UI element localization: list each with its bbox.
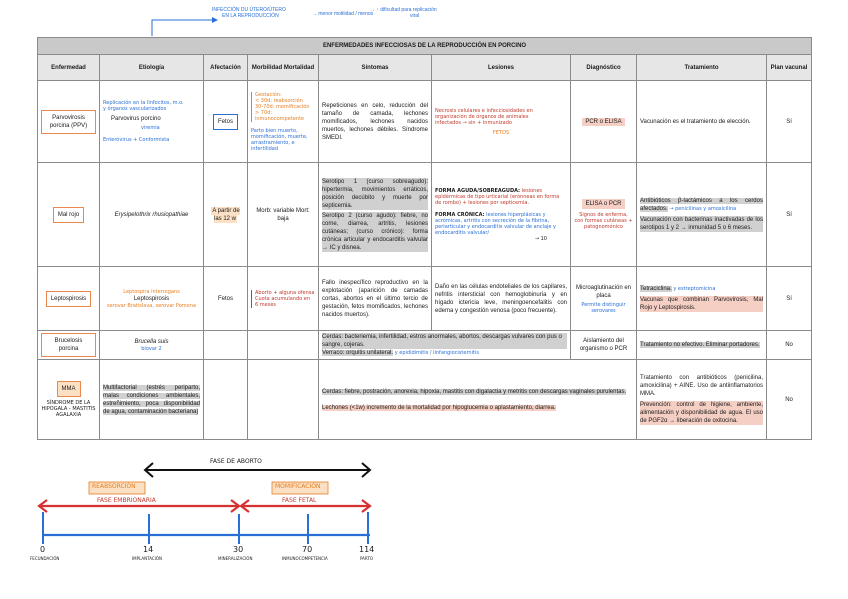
vaccine-text: No [767, 331, 812, 360]
col-header-enfermedad: Enfermedad [38, 55, 100, 81]
symptoms-text: Fallo inespecífico reproductivo en la explotación (aparición de camadas cortas, abortos en el último tercio de gestación, fetos momificados, lechones nacidos muertos). [319, 267, 432, 331]
lesions-chronic: FORMA CRÓNICA: lesiones hiperplásicas y acrómicas, artritis con secreción de la fibrina, periarticular y endocarditis valvular de anclaje y endocarditis valvular/ [435, 211, 557, 236]
tick-caption-114: PARTO [360, 556, 373, 561]
table-row-mma [38, 360, 812, 440]
col-header-plan-vacunal: Plan vacunal [767, 55, 812, 81]
etiology-note-top: Leptospira interrogans [123, 288, 180, 295]
timeline-axis [43, 512, 370, 544]
col-header-lesiones: Lesiones [432, 55, 571, 81]
tick-value-114: 114 [359, 545, 375, 554]
treatment-text: Vacunación es el tratamiento de elección. [637, 81, 767, 163]
etiology-text: Parvovirus porcino [111, 116, 161, 122]
symptoms-sows: Cerdas: bacteriemia, infertilidad, estros anormales, abortos, descargas vulvares con pus o sangre, cojeras. [322, 333, 567, 349]
affect-text: Fetos [213, 114, 238, 130]
etiology-text: Brucella suis [134, 339, 169, 345]
symptoms-serotype-2: Serotipo 2 (curso agudo): fiebre, no come, diarrea, artritis, lesiones cutáneas; (curso crónico): forma crónica articular y endocarditis valvular → IC y disnea. [322, 212, 428, 251]
diagnosis-text: Aislamiento del organismo o PCR [571, 331, 637, 360]
lesions-chronic-tail: → 10 [534, 235, 547, 242]
diagnosis-text: Microaglutinación en placa [575, 284, 632, 299]
diagnosis-note: Signos de enferma, con formas cutáneas + patognomónico [574, 212, 633, 230]
table-row-parvovirosis [38, 81, 812, 163]
disease-name: Brucelosis porcina [41, 333, 96, 357]
abortion-phase-label: FASE DE ABORTO [210, 458, 262, 465]
gestation-notes: Gestación: < 30d: reabsorción 30-70d: momificación > 70d: inmunocompetente [251, 92, 315, 122]
col-header-tratamiento: Tratamiento [637, 55, 767, 81]
treatment-text: Tratamiento no efectivo. Eliminar portadores. [640, 342, 760, 348]
col-header-morbilidad: Morbilidad Mortalidad [248, 55, 319, 81]
abortion-phase-arrow [145, 463, 370, 477]
morb-bottom-note: Parto bien muerto, momificación, muerte, arrastramiento, e infertilidad [251, 127, 308, 152]
tick-value-70: 70 [302, 545, 313, 554]
embryonic-phase-label: FASE EMBRIONARIA [97, 497, 156, 504]
etiology-viremia: viremia [141, 125, 160, 131]
table-row-leptospirosis [38, 267, 812, 331]
disease-name: Parvovirosis porcina (PPV) [41, 110, 96, 134]
top-note-left: INFECCIÓN DU ÚTERO/ÚTERO EN LA REPRODUCCIÓN [212, 7, 286, 19]
etiology-text: Erysipelothrix rhusiopathiae [100, 163, 204, 267]
reabsorption-label: REABSORCIÓN [92, 483, 136, 490]
disease-name: Mal rojo [53, 207, 84, 223]
etiology-text: Leptospirosis [133, 295, 170, 302]
lesions-text: Daño en las células endoteliales de los capilares, nefritis intersticial con hemoglobinuria y en hígado ictericia leve, meningoencefalitis con edema y congestión venosa (poco frecuente). [432, 267, 571, 331]
table-row-mal-rojo [38, 163, 812, 267]
symptoms-serotype-1: Serotipo 1 (curso sobreagudo): hipertermia, movimientos erráticos, posición decúbito y muerte por septicemia. [322, 178, 428, 209]
tick-caption-30: MINERALIZACIÓN [218, 556, 253, 561]
diseases-table [37, 37, 812, 440]
symptoms-boars: Verraco: orquitis unilateral. y epididimitis / linfangiocisternitis [322, 350, 479, 356]
treatment-antibiotics: Tratamiento con antibióticos (penicilina, amoxicilina) + AINE. Uso de antiinflamatorios MMA. [640, 375, 763, 397]
mummification-label: MOMIFICACIÓN [275, 483, 321, 490]
diagnosis-text: ELISA o PCR [582, 199, 624, 209]
col-header-diagnostico: Diagnóstico [571, 55, 637, 81]
top-note-arrow [150, 14, 220, 38]
etiology-bottom-note: Enteróvirus + Conformista [103, 137, 170, 143]
top-note-middle: → menor motilidad / menos [312, 11, 374, 17]
treatment-vaccine: Vacunación con bacterinas inactivadas de los serotipos 1 y 2 → inmunidad 5 o 6 meses. [640, 217, 763, 231]
diagnosis-note: Permite distinguir serovares [581, 301, 626, 314]
etiology-note: Replicación en la linfocitos, m.o. y órganos vascularizados [103, 100, 184, 112]
etiology-note-bottom: serovar Bratislava, serovar Pomona [107, 302, 196, 309]
treatment-antibiotics: Antibióticos β-lactámicos a los cerdos afectados. → penicilinas y amoxicilina [640, 198, 763, 212]
col-header-afectacion: Afectación [204, 55, 248, 81]
tick-caption-14: IMPLANTACIÓN [132, 556, 163, 561]
etiology-note: biovar 2 [141, 346, 162, 352]
disease-note: SÍNDROME DE LA HIPOGALA - MASTITIS AGALAXIA [41, 400, 96, 418]
lesions-note: Necrosis celulares e infecciosidades en organización de órganos de animales infectados → sin + inmunizado [435, 107, 533, 126]
symptoms-piglets: Lechones (<1w) incremento de la mortalidad por hipoglucemia o aplastamiento, diarrea. [322, 404, 556, 411]
affect-text: Fetos [204, 267, 248, 331]
morb-notes: Aborto + alguna ofensa Cuota acumulando en 6 meses [251, 290, 315, 308]
vaccine-text: Sí [767, 81, 812, 163]
gestation-timeline [25, 450, 385, 580]
etiology-text: Multifactorial (estrés periparto, malas condiciones ambientales, estreñimiento, poca disponibilidad de agua, contaminación bacteriana) [103, 384, 200, 415]
tick-caption-70: INMUNOCOMPETENCIA [282, 556, 328, 561]
disease-name: Leptospirosis [46, 291, 91, 307]
top-note-right: → ↑ dificultad para replicación viral [370, 7, 437, 19]
fetal-phase-label: FASE FETAL [282, 497, 317, 504]
treatment-antibiotics: Tetraciclina. y estreptomicina [640, 286, 716, 292]
morb-text: Morb: variable Mort: baja [248, 163, 319, 267]
lesions-acute: FORMA AGUDA/SOBREAGUDA: lesiones epidérmicas de tipo urticarial (erónneas en forma de rombo) + lesiones por septicemia. [435, 187, 560, 206]
symptoms-text: Repeticiones en celo, reducción del tamaño de camada, lechones momificados, lechones nacidos muertos, lechones débiles. Síndrome SMEDI. [319, 81, 432, 163]
tick-value-14: 14 [143, 545, 154, 554]
symptoms-sows: Cerdas: fiebre, postración, anorexia, hipoxia, mastitis con digalactia y metritis con descargas vaginales purulentas. [322, 388, 627, 395]
tick-value-30: 30 [233, 545, 244, 554]
table-title: ENFERMEDADES INFECCIOSAS DE LA REPRODUCCIÓN EN PORCINO [38, 38, 812, 55]
treatment-prevention: Prevención: control de higiene, ambiente, alimentación y disponibilidad de agua. El uso de PGF2α → liberación de oxitocina. [640, 402, 763, 424]
col-header-etiologia: Etiología [100, 55, 204, 81]
tick-caption-0: FECUNDACIÓN [30, 556, 60, 561]
affect-text: A partir de las 12 w [212, 207, 240, 222]
vaccine-text: Sí [767, 267, 812, 331]
diagnosis-text: PCR o ELISA [582, 118, 624, 126]
treatment-vaccine: Vacunas que combinan Parvovirosis, Mal Rojo y Leptospirosis. [640, 297, 763, 311]
vaccine-text: No [767, 360, 812, 440]
tick-value-0: 0 [40, 545, 46, 554]
table-row-brucelosis [38, 331, 812, 360]
lesions-main: FETOS [492, 129, 510, 136]
vaccine-text: Sí [767, 163, 812, 267]
disease-name: MMA [57, 381, 81, 397]
col-header-sintomas: Síntomas [319, 55, 432, 81]
